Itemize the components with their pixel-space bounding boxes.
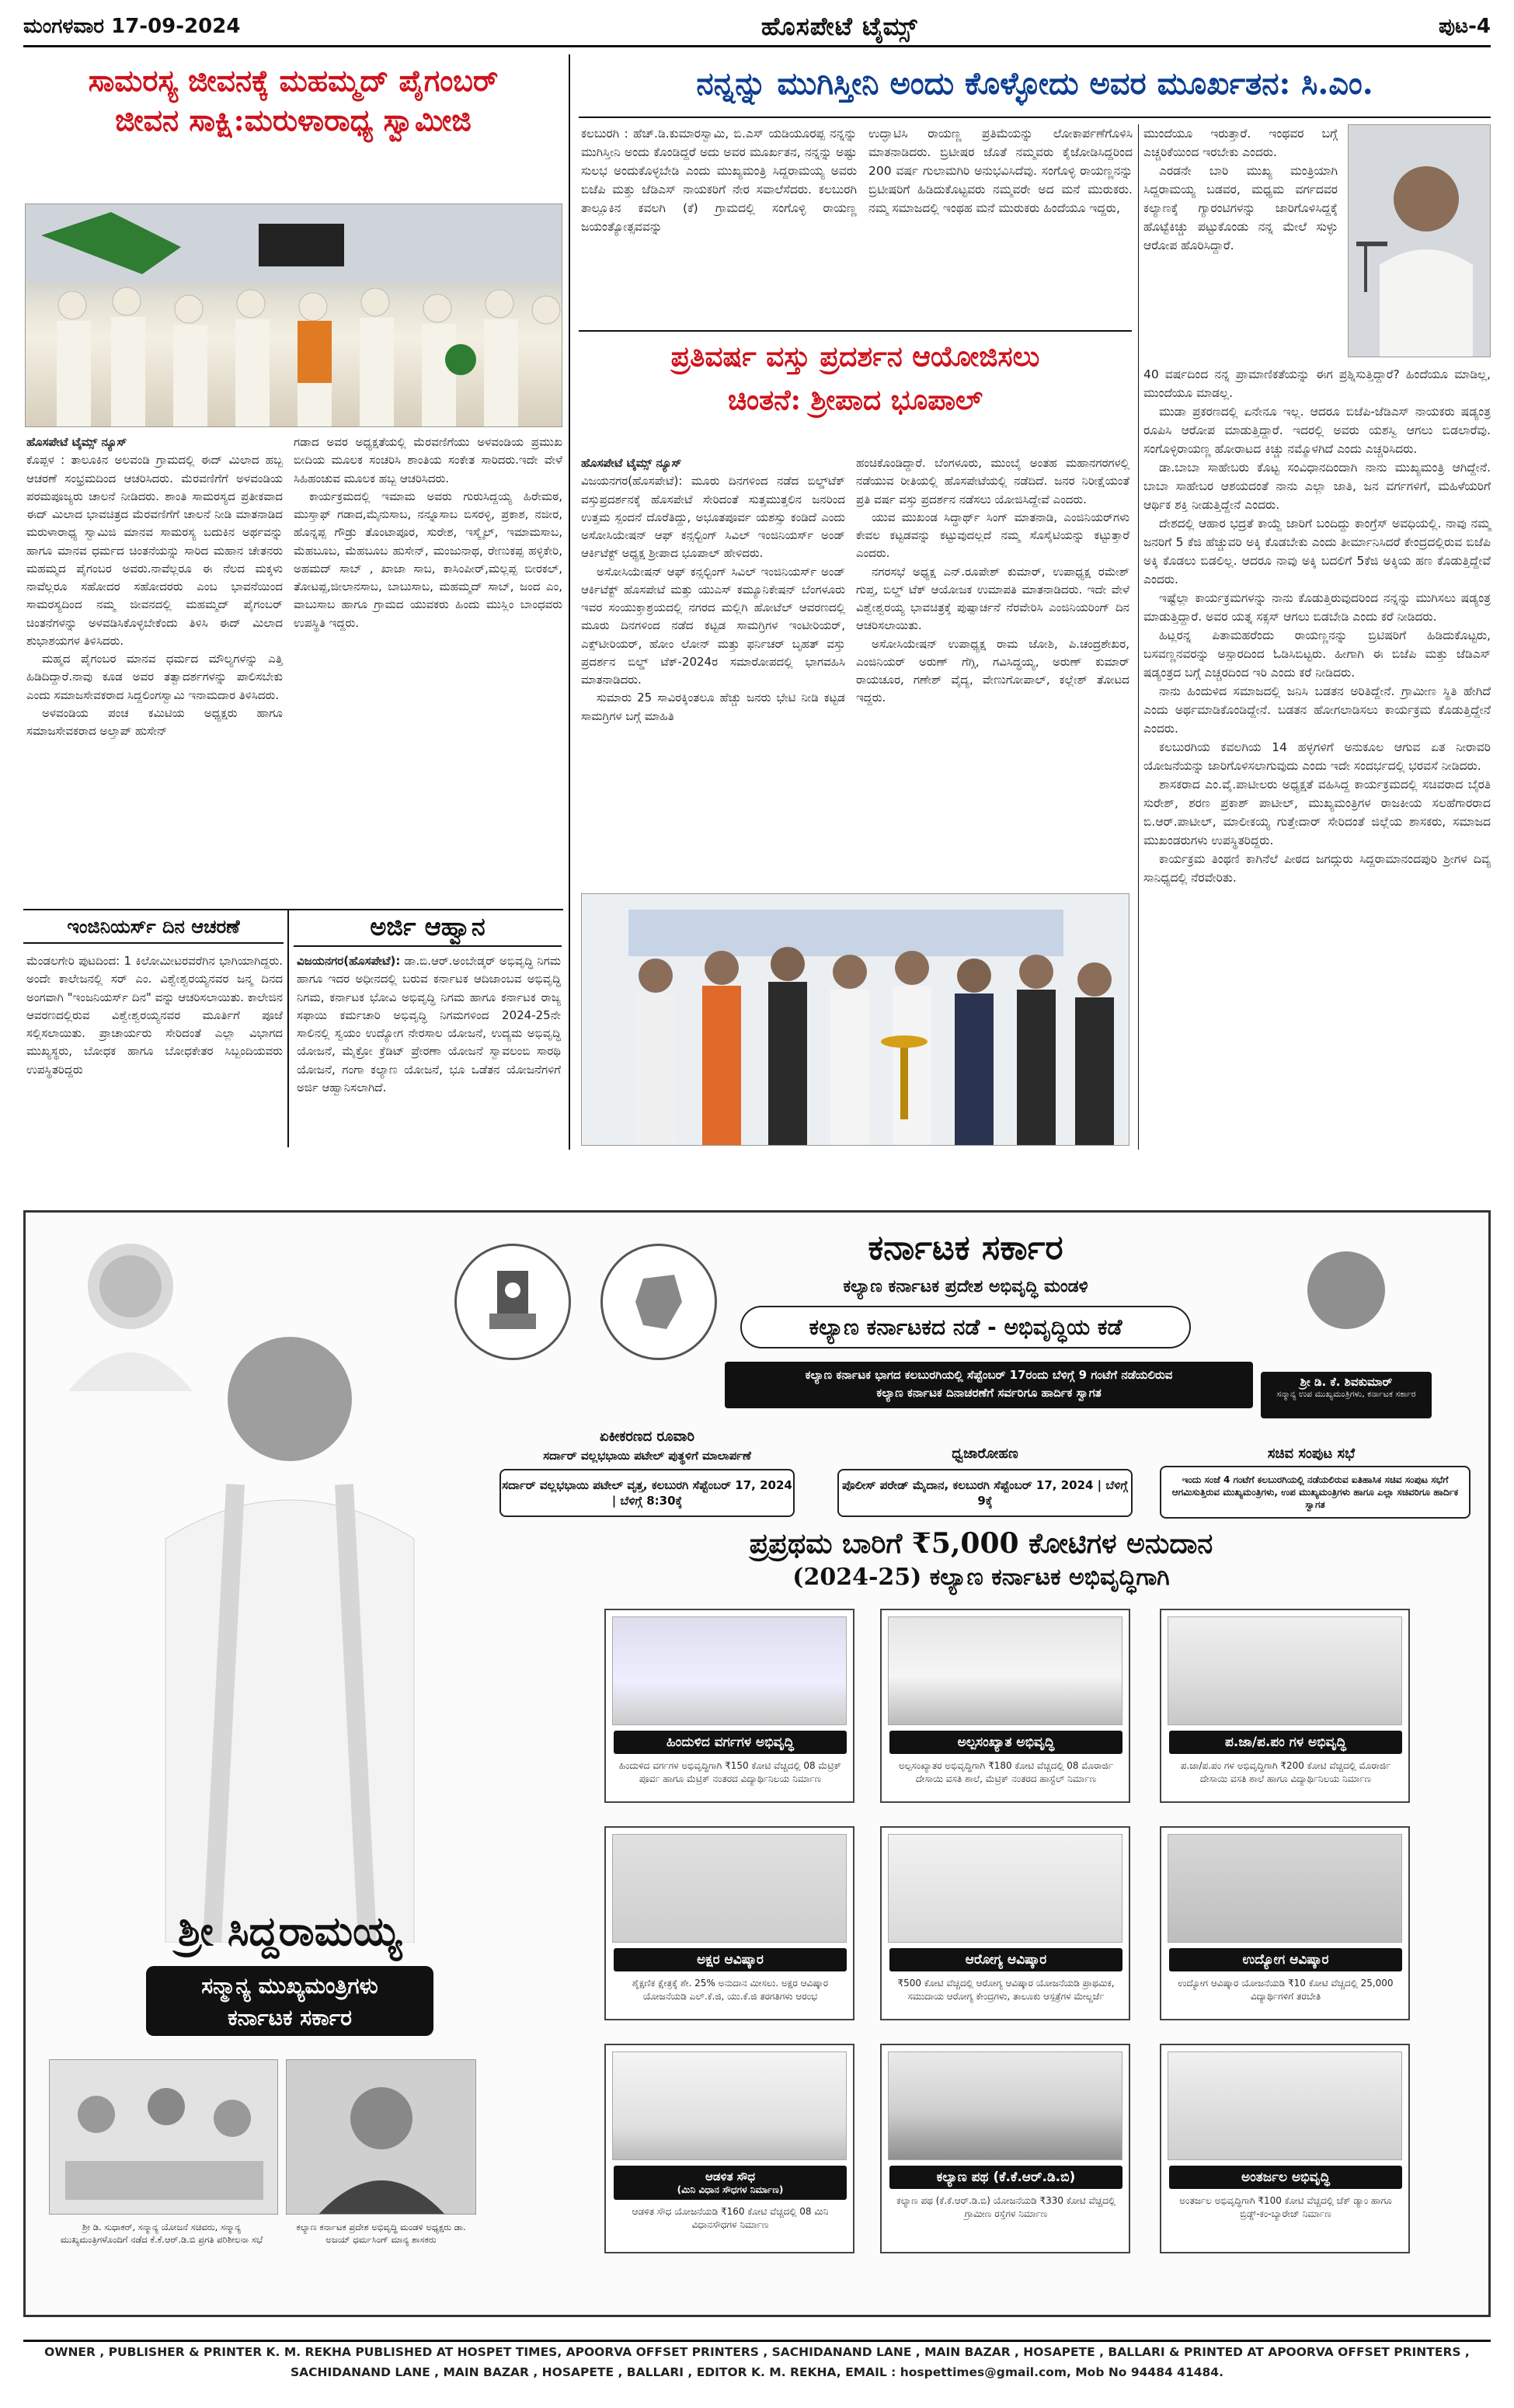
ad-invitation-banner bbox=[725, 1362, 1253, 1408]
tile-kalyana-patha bbox=[880, 2044, 1130, 2253]
tile-label: ಉದ್ಯೋಗ ಆವಿಷ್ಕಾರ bbox=[1169, 1948, 1402, 1971]
engineers-body: ಮೆಂಡಲಗೇರಿ ಪುಟದಿಂದ: 1 ಕಿಲೋಮೀಟರವರೆಗಿನ ಭಾಗಿಯಾಗಿದ್ದರು. ಅಂದೇ ಕಾಲೇಜನಲ್ಲಿ ಸರ್ ಎಂ. ವಿಶ್ವೇಶ್ವರಯ್ಯನವರ ಜನ್ಮ ದಿನದ ಅಂಗವಾಗಿ "ಇಂಜನಿಯರ್ಸ್ ದಿನ" ವನ್ನು ಆಚರಿಸಲಾಯಿತು. ಕಾಲೇಜಿನ ಆವರಣದಲ್ಲಿರುವ ವಿಶ್ವೇಶ್ವರಯ್ಯನವರ ಮೂರ್ತಿಗೆ ಪೂಜೆ ಸಲ್ಲಿಸಲಾಯಿತು. ಪ್ರಾಚಾರ್ಯರು ಸೇರಿದಂತೆ ಎಲ್ಲಾ ವಿಭಾಗದ ಮುಖ್ಯಸ್ಥರು, ಬೋಧಕ ಹಾಗೂ ಬೋಧಕೇತರ ಸಿಬ್ಬಂದಿಯವರು ಉಪಸ್ಥಿತರಿದ್ದರು bbox=[26, 954, 283, 1077]
story2-col-divider bbox=[1138, 124, 1139, 1150]
story1-headline-line1: ಸಾಮರಸ್ಯ ಜೀವನಕ್ಕೆ ಮಹಮ್ಮದ್ ಪೈಗಂಬರ್ bbox=[88, 63, 499, 98]
tile-label: ಆರೋಗ್ಯ ಆವಿಷ್ಕಾರ bbox=[889, 1948, 1122, 1971]
ad-slogan: ಕಲ್ಯಾಣ ಕರ್ನಾಟಕದ ನಡೆ - ಅಭಿವೃದ್ಧಿಯ ಕಡೆ bbox=[740, 1306, 1191, 1348]
hostel-building-icon bbox=[612, 1616, 847, 1725]
tile-label-line2: (ಮಿನಿ ವಿಧಾನ ಸೌಧಗಳ ನಿರ್ಮಾಣ) bbox=[677, 2184, 784, 2195]
story1-para-1: ಕೊಪ್ಪಳ : ತಾಲೂಕಿನ ಅಲವಂಡಿ ಗ್ರಾಮದಲ್ಲಿ ಈದ್ ಮಿಲಾದ ಹಬ್ಬ ಆಚರಣೆ ಸಂಭ್ರಮದಿಂದ ಆಚರಿಸಿದರು. ಮೆರವಣಿಗೆಗೆ ಅಳವಂಡಿಯ ಪರಮಪೂಜ್ಯರು ಚಾಲನೆ ನೀಡಿದರು. ಶಾಂತಿ ಸಾಮರಸ್ಯದ ಪ್ರತೀಕವಾದ ಈದ್ ಮಿಲಾದ ಭಾವಚಿತ್ರದ ಮೆರವಣಿಗೆಗೆ ಚಾಲನೆ ನೀಡಿ ಮಾತನಾಡಿದ ಮರುಳಾರಾಧ್ಯ ಸ್ವಾಮಿಜಿ ಮಾನವ ಸಾಮರಸ್ಯ ಬದುಕಿನ ಅರ್ಥವನ್ನು ಹಾಗೂ ಮಾನವ ಧರ್ಮದ ಚಿಂತನೆಯನ್ನು ಸಾರಿದ ಮಹಾನ ಚೇತನರು ಮಹಮ್ಮದ ಪೈಗಂಬರ ಅವರು.ನಾವೆಲ್ಲರೂ ಈ ನೆಲದ ಮಕ್ಕಳು ನಾವೆಲ್ಲರೂ ಸಹೋದರ ಸಹೋದರರು ಎಂಬ ಭಾವನೆಯಿಂದ ಸಾಮರಸ್ಯದಿಂದ ನಮ್ಮ ಜೀವನದಲ್ಲಿ ಮಹಮ್ಮದ್ ಪೈಗಂಬರ್ ಚಿಂತನೆಗಳನ್ನು ಅಳವಡಿಸಿಕೊಳ್ಳಬೇಕೆಂದು ತಿಳಿಸಿ ಈದ್ ಮಿಲಾದ ಶುಭಾಶಯಗಳ ತಿಳಿಸಿದರು. bbox=[26, 453, 283, 648]
story1-photo bbox=[25, 204, 562, 427]
government-advertisement bbox=[23, 1210, 1491, 2317]
cm-portrait-illustration bbox=[1349, 125, 1491, 357]
story3-headline bbox=[579, 336, 1132, 423]
caption-right: ಕಲ್ಯಾಣ ಕರ್ನಾಟಕ ಪ್ರದೇಶ ಅಭಿವೃದ್ಧಿ ಮಂಡಳಿ ಅಧ್ಯಕ್ಷರು ಡಾ. ಅಜಯ್ ಧರ್ಮಸಿಂಗ್ ಮಾನ್ಯ ಶಾಸಕರು bbox=[296, 2222, 466, 2246]
story2-headline: ನನ್ನನ್ನು ಮುಗಿಸ್ತೀನಿ ಅಂದು ಕೊಳ್ಳೋದು ಅವರ ಮೂರ್ಖತನ: ಸಿ.ಎಂ. bbox=[696, 65, 1373, 102]
kkrdb-logo-icon bbox=[600, 1244, 717, 1360]
story2-para-1: ಮುಂದೆಯೂ ಇರುತ್ತಾರೆ. ಇಂಥವರ ಬಗ್ಗೆ ಎಚ್ಚರಿಕೆಯಿಂದ ಇರಬೇಕು ಎಂದರು. bbox=[1143, 127, 1338, 160]
story3-dateline: ಹೊಸಪೇಟೆ ಟೈಮ್ಸ್ ನ್ಯೂಸ್ bbox=[581, 456, 682, 470]
masthead: ಹೊಸಪೇಟೆ ಟೈಮ್ಸ್ bbox=[760, 11, 918, 41]
story2-para-10: ಕಲಬುರಗಿಯ ಕವಲಗಿಯ 14 ಹಳ್ಳಗಳಿಗೆ ಅನುಕೂಲ ಆಗುವ ಏತ ನೀರಾವರಿ ಯೋಜನೆಯನ್ನು ಜಾರಿಗೊಳಿಸಲಾಗುವುದು ಎಂದು ಇದೇ ಸಂದರ್ಭದಲ್ಲಿ ಭರವಸೆ ನೀಡಿದರು. bbox=[1143, 740, 1491, 774]
story2-para-5: ಡಾ.ಬಾಬಾ ಸಾಹೇಬರು ಕೊಟ್ಟ ಸಂವಿಧಾನದಿಂದಾಗಿ ನಾನು ಮುಖ್ಯಮಂತ್ರಿ ಆಗಿದ್ದೇನೆ. ಬಾಬಾ ಸಾಹೇಬರ ಆಶಯದಂತೆ ನಾನು ಎಲ್ಲಾ ಜಾತಿ, ಜನ ವರ್ಗಗಳಿಗೆ, ಮಹಿಳೆಯರಿಗೆ ಆರ್ಥಿಕ ಶಕ್ತಿ ನೀಡುತ್ತಿದ್ದೇನೆ ಎಂದರು. bbox=[1143, 461, 1491, 513]
story1-column-1 bbox=[26, 433, 283, 740]
column-divider bbox=[569, 54, 570, 1150]
story2-para-6: ದೇಶದಲ್ಲಿ ಆಹಾರ ಭದ್ರತೆ ಕಾಯ್ದೆ ಜಾರಿಗೆ ಬಂದಿದ್ದು ಕಾಂಗ್ರೆಸ್ ಅವಧಿಯಲ್ಲಿ. ನಾವು ನಮ್ಮ ಜನರಿಗೆ 5 ಕೆಜಿ ಹೆಚ್ಚುವರಿ ಅಕ್ಕಿ ಕೊಡಬೇಕು ಎಂದು ತೀರ್ಮಾನಿಸಿದರೆ ಕೇಂದ್ರದಲ್ಲಿರುವ ಬಿಜೆಪಿ ಅಕ್ಕಿ ಕೊಡಲು ಬಿಡಲಿಲ್ಲ. ಆದರೂ ನಾವು ಅಕ್ಕಿ ಬದಲಿಗೆ 5ಕೆಜಿ ಅಕ್ಕಿಯ ಹಣ ಕೊಡುತ್ತಿದ್ದೇವೆ ಎಂದರು. bbox=[1143, 517, 1491, 587]
tile-description: ಅಲ್ಪಸಂಖ್ಯಾತರ ಅಭಿವೃದ್ಧಿಗಾಗಿ ₹180 ಕೋಟಿ ವೆಚ್ಚದಲ್ಲಿ 08 ಮೊರಾರ್ಜಿ ದೇಸಾಯಿ ವಸತಿ ಶಾಲೆ, ಮೆಟ್ರಿಕ್ ನಂತರದ ಹಾಸ್ಟೆಲ್ ನಿರ್ಮಾಣ bbox=[898, 1760, 1114, 1785]
story3-para-2: ಅಸೋಸಿಯೇಷನ್ ಆಫ್ ಕನ್ಸಲ್ಟಿಂಗ್ ಸಿವಿಲ್ ಇಂಜಿನಿಯರ್ಸ್ ಅಂಡ್ ಆರ್ಕಿಟೆಕ್ಟ್ ಹೊಸಪೇಟೆ ಮತ್ತು ಯುಎಸ್ ಕಮ್ಯೂನಿಕೇಷನ್ ಬೆಂಗಳೂರು ಇವರ ಸಂಯುಕ್ತಾಶ್ರಯದಲ್ಲಿ ನಗರದ ಮಲ್ಲಿಗಿ ಹೋಟೆಲ್ ಆವರಣದಲ್ಲಿ ಮೂರು ದಿನಗಳಿಂದ ನಡೆದ ಕಟ್ಟಡ ಸಾಮಗ್ರಿಗಳ ಇಂಟೀರಿಯರ್, ಎಕ್ಸ್‌ಟೀರಿಯರ್, ಹೋಂ ಲೋನ್ ಮತ್ತು ಫರ್ನಿಚರ್ ಬೃಹತ್ ವಸ್ತು ಪ್ರದರ್ಶನ ಬಿಲ್ಡ್ ಟೆಕ್-2024ರ ಸಮಾರೋಪದಲ್ಲಿ ಭಾಗವಹಿಸಿ ಮಾತನಾಡಿದರು. bbox=[581, 564, 845, 687]
tile-label: ಅಲ್ಪಸಂಖ್ಯಾತ ಅಭಿವೃದ್ಧಿ bbox=[889, 1731, 1122, 1754]
story2-para-2: ಎರಡನೇ ಬಾರಿ ಮುಖ್ಯ ಮಂತ್ರಿಯಾಗಿ ಸಿದ್ದರಾಮಯ್ಯ ಬಡವರ, ಮಧ್ಯಮ ವರ್ಗದವರ ಕಲ್ಯಾಣಕ್ಕೆ ಗ್ಯಾರಂಟಿಗಳನ್ನು ಜಾರಿಗೊಳಿಸಿದ್ದಕ್ಕೆ ಹೊಟ್ಟೆಕಿಚ್ಚು ಪಟ್ಟುಕೊಂಡು ನನ್ನ ಮೇಲೆ ಸುಳ್ಳು ಆರೋಪ ಹೊರಿಸಿದ್ದಾರೆ. bbox=[1143, 164, 1338, 253]
story1-column-2 bbox=[294, 433, 562, 632]
tile-udyoga bbox=[1160, 1826, 1410, 2020]
story2-para-3: 40 ವರ್ಷದಿಂದ ನನ್ನ ಪ್ರಾಮಾಣಿಕತೆಯನ್ನು ಈಗ ಪ್ರಶ್ನಿಸುತ್ತಿದ್ದಾರೆ? ಹಿಂದೆಯೂ ಮಾಡಿಲ್ಲ, ಮುಂದೆಯೂ ಮಾಡಲ್ಲ. bbox=[1143, 367, 1491, 401]
tile-description: ಆಡಳಿತ ಸೌಧ ಯೋಜನೆಯಡಿ ₹160 ಕೋಟಿ ವೆಚ್ಚದಲ್ಲಿ 08 ಮಿನಿ ವಿಧಾನಸೌಧಗಳ ನಿರ್ಮಾಣ bbox=[632, 2206, 829, 2231]
story3-headline-line2: ಚಿಂತನೆ: ಶ್ರೀಪಾದ ಭೂಪಾಲ್ bbox=[727, 383, 983, 416]
story3-para-4: ಹಂಚಿಕೊಂಡಿದ್ದಾರೆ. ಬೆಂಗಳೂರು, ಮುಂಬೈ ಅಂತಹ ಮಹಾನಗರಗಳಲ್ಲಿ ನಡೆಯುವ ರೀತಿಯಲ್ಲಿ ಹೊಸಪೇಟೆಯಲ್ಲಿ ನಡೆದಿದೆ. ಜನರ ನಿರೀಕ್ಷೆಯಂತೆ ಪ್ರತಿ ವರ್ಷ ವಸ್ತು ಪ್ರದರ್ಶನ ನಡೆಸಲು ಯೋಜಿಸಿದ್ದೇವೆ ಎಂದರು. bbox=[856, 456, 1129, 506]
dk-shivakumar-caption bbox=[1261, 1372, 1432, 1418]
story3-top-rule bbox=[579, 330, 1132, 332]
cm-figure bbox=[142, 1306, 437, 1943]
imprint-footer bbox=[23, 2340, 1491, 2394]
school-building-icon bbox=[888, 1616, 1122, 1725]
story3-column-1 bbox=[581, 454, 845, 726]
tile-sc-st bbox=[1160, 1609, 1410, 1803]
lamp-lighting-photo-illustration bbox=[582, 894, 1129, 1146]
story1-para-5: ಕಾರ್ಯಕ್ರಮದಲ್ಲಿ ಇಮಾಮ ಅವರು ಗುರುಸಿದ್ದಯ್ಯ ಹಿರೇಮಠ, ಮುಸ್ತಾಫ್ ಗಡಾದ,ಮೈನುಸಾಬ, ನನ್ನೂಸಾಬ ಬಿಸರಳ್ಳಿ, ಪ್ರಕಾಶ, ನಜೀರ, ಹೊನ್ನಪ್ಪ ಗೌಡ್ರು ತೊಂಟಾಪೂರ, ಸುರೇಶ, ಇಸ್ಮೈಲ್, ಇಮಾಮಸಾಬ, ಮೆಹಬೂಬ, ಮೆಹಬೂಬ ಹುಸೇನ್, ಮಂಜುನಾಥ, ರೇಣುಕಪ್ಪ ಹಳ್ಳಿಕೇರಿ, ಅಹಮದ್ ಸಾಬ್ , ಖಾಜಾ ಸಾಬ, ಕಾಸಿಂಪೀರ್,ಮಲ್ಲಪ್ಪ ಬೀರಕಲ್, ತೋಟಪ್ಪ,ಜೀಲಾನಸಾಬ, ಬಾಬುಸಾಬ, ಮಹಮ್ಮದ್ ಸಾಬ್, ಜಂದ ಎಂ, ವಾಬುಸಾಬ ಹಾಗೂ ಗ್ರಾಮದ ಯುವಕರು ಹಿಂದು ಮುಸ್ಲಿಂ ಬಾಂಧವರು ಉಪಸ್ಥಿತಿ ಇದ್ದರು. bbox=[294, 489, 562, 630]
box-vertical-divider bbox=[287, 910, 289, 1147]
story1-para-3: ಅಳವಂಡಿಯ ಪಂಚ ಕಮಿಟಿಯ ಅಧ್ಯಕ್ಷರು ಹಾಗೂ ಸಮಾಜಸೇವಕರಾದ ಅಲ್ತಾಪ್ ಹುಸೇನ್ bbox=[26, 705, 283, 738]
ad-board-name: ಕಲ್ಯಾಣ ಕರ್ನಾಟಕ ಪ್ರದೇಶ ಅಭಿವೃದ್ಧಿ ಮಂಡಳಿ bbox=[843, 1276, 1088, 1296]
tile-description: ₹500 ಕೋಟಿ ವೆಚ್ಚದಲ್ಲಿ ಆರೋಗ್ಯ ಆವಿಷ್ಕಾರ ಯೋಜನೆಯಡಿ ಪ್ರಾಥಮಿಕ, ಸಮುದಾಯ ಆರೋಗ್ಯ ಕೇಂದ್ರಗಳು, ತಾಲೂಕು ಆಸ್ಪತ್ರೆಗಳ ಮೇಲ್ದರ್ಜೆ bbox=[897, 1978, 1115, 2003]
event3-box: ಇಂದು ಸಂಜೆ 4 ಗಂಟೆಗೆ ಕಲಬುರಗಿಯಲ್ಲಿ ನಡೆಯಲಿರುವ ಐತಿಹಾಸಿಕ ಸಚಿವ ಸಂಪುಟ ಸಭೆಗೆ ಆಗಮಿಸುತ್ತಿರುವ ಮುಖ್ಯಮಂತ್ರಿಗಳು, ಉಪ ಮುಖ್ಯಮಂತ್ರಿಗಳು ಹಾಗೂ ಎಲ್ಲಾ ಸಚಿವರಿಗೂ ಹಾರ್ದಿಕ ಸ್ವಾಗತ bbox=[1160, 1466, 1470, 1519]
story3-photo bbox=[581, 893, 1129, 1146]
tile-description: ಹಿಂದುಳಿದ ವರ್ಗಗಳ ಅಭಿವೃದ್ಧಿಗಾಗಿ ₹150 ಕೋಟಿ ವೆಚ್ಚದಲ್ಲಿ 08 ಮೆಟ್ರಿಕ್ ಪೂರ್ವ ಹಾಗೂ ಮೆಟ್ರಿಕ್ ನಂತರದ ವಿದ್ಯಾರ್ಥಿನಿಲಯ ನಿರ್ಮಾಣ bbox=[619, 1760, 841, 1785]
story2-column-3 bbox=[1143, 365, 1491, 887]
story3-column-2 bbox=[856, 454, 1129, 708]
tile-label: ಅಂತರ್ಜಲ ಅಭಿವೃದ್ಧಿ bbox=[1169, 2166, 1402, 2189]
arji-column bbox=[297, 952, 561, 1097]
arji-dateline: ವಿಜಯನಗರ(ಹೊಸಪೇಟೆ): bbox=[297, 954, 401, 968]
event1-box: ಸರ್ದಾರ್ ವಲ್ಲಭಭಾಯಿ ಪಟೇಲ್ ವೃತ್ತ, ಕಲಬುರಗಿ ಸೆಪ್ಟೆಂಬರ್ 17, 2024 | ಬೆಳಿಗ್ಗೆ 8:30ಕ್ಕೆ bbox=[499, 1469, 795, 1517]
story2-rule bbox=[579, 117, 1491, 118]
imprint-line2: SACHIDANAND LANE , MAIN BAZAR , HOSAPETE , BALLARI , EDITOR K. M. REKHA, EMAIL : hospettimes@gmail.com, Mob No 94484 41484. bbox=[291, 2365, 1223, 2380]
tile-akshara bbox=[604, 1826, 854, 2020]
story2-para-12: ಕಾರ್ಯಕ್ರಮ ತಿಂಥಣಿ ಕಾಗಿನೆಲೆ ಪೀಠದ ಜಗದ್ಗುರು ಸಿದ್ದರಾಮಾನಂದಪುರಿ ಶ್ರೀಗಳ ದಿವ್ಯ ಸಾನಿಧ್ಯದಲ್ಲಿ ನೆರವೇರಿತು. bbox=[1143, 852, 1491, 886]
story2-para-4: ಮುಡಾ ಪ್ರಕರಣದಲ್ಲಿ ಏನೇನೂ ಇಲ್ಲ. ಆದರೂ ಬಿಜೆಪಿ-ಜೆಡಿಎಸ್ ನಾಯಕರು ಷಡ್ಯಂತ್ರ ರೂಪಿಸಿ ಆರೋಪ ಮಾಡುತ್ತಿದ್ದಾರೆ. ಇದರಲ್ಲಿ ಅವರು ಯಶಸ್ವಿ ಆಗಲು ಬಿಡಲಾರೆವು. ಸಂಗೊಳ್ಳಿರಾಯಣ್ಣ ಹೋರಾಟದ ಕಿಚ್ಚು ನಮ್ಮೊಳಗಿದೆ ಎಂದು ಎಚ್ಚರಿಸಿದರು. bbox=[1143, 405, 1491, 457]
story2-para-7: ಇಷ್ಟೆಲ್ಲಾ ಕಾರ್ಯಕ್ರಮಗಳನ್ನು ನಾನು ಕೊಡುತ್ತಿರುವುದರಿಂದ ನನ್ನನ್ನು ಮುಗಿಸಲು ಷಡ್ಯಂತ್ರ ಮಾಡುತ್ತಿದ್ದಾರೆ. ಅವರ ಯತ್ನ ಸಕ್ಸಸ್ ಆಗಲು ಬಿಡಬೇಡಿ ಎಂದು ಕರೆ ನೀಡಿದರು. bbox=[1143, 591, 1491, 625]
story3-para-7: ಅಸೋಸಿಯೇಷನ್ ಉಪಾಧ್ಯಕ್ಷ ರಾಮ ಜೋಶಿ, ಪಿ.ಚಂದ್ರಶೇಖರ, ಎಂಜಿನಿಯರ್ ಅರುಣ್ ಗೆಗ್ಗಿ, ಗವಿಸಿದ್ಧಯ್ಯ, ಅರುಣ್ ಕುಮಾರ್ ರಾಯಚೂರ, ಗಣೇಶ್ ವೈದ್ಯ, ವೇಣುಗೋಪಾಲ್, ಕಲ್ಲೇಶ್ ತೋಟದ ಇದ್ದರು. bbox=[856, 636, 1129, 705]
tile-minority bbox=[880, 1609, 1130, 1803]
arji-body: ಡಾ.ಬಿ.ಆರ್.ಅಂಬೇಡ್ಕರ್ ಅಭಿವೃದ್ಧಿ ನಿಗಮ ಹಾಗೂ ಇದರ ಅಧೀನದಲ್ಲಿ ಬರುವ ಕರ್ನಾಟಕ ಆದಿಜಾಂಬವ ಅಭಿವೃದ್ಧಿ ನಿಗಮ, ಕರ್ನಾಟಕ ಭೋವಿ ಅಭಿವೃದ್ಧಿ ನಿಗಮ ಹಾಗೂ ಕರ್ನಾಟಕ ರಾಜ್ಯ ಸಫಾಯಿ ಕರ್ಮಚಾರಿ ಅಭಿವೃದ್ಧಿ ನಿಗಮಗಳಿಂದ 2024-25ನೇ ಸಾಲಿನಲ್ಲಿ ಸ್ವಯಂ ಉದ್ಯೋಗ ನೇರಸಾಲ ಯೋಜನೆ, ಉದ್ಯಮ ಅಭಿವೃದ್ಧಿ ಯೋಜನೆ, ಮೈಕ್ರೋ ಕ್ರೆಡಿಟ್ ಪ್ರೇರಣಾ ಯೋಜನೆ ಸ್ವಾವಲಂಬಿ ಸಾರಥಿ ಯೋಜನೆ, ಗಂಗಾ ಕಲ್ಯಾಣ ಯೋಜನೆ, ಭೂ ಒಡೆತನ ಯೋಜನೆಗಳಿಗೆ ಅರ್ಜಿ ಆಹ್ವಾನಿಸಲಾಗಿದೆ. bbox=[297, 954, 561, 1094]
tile-label: ಅಕ್ಷರ ಆವಿಷ್ಕಾರ bbox=[614, 1948, 847, 1971]
story1-para-2: ಮಹ್ಮದ ಪೈಗಂಬರ ಮಾನವ ಧರ್ಮದ ಮೌಲ್ಯಗಳನ್ನು ಎತ್ತಿ ಹಿಡಿದಿದ್ದಾರೆ.ನಾವು ಕೂಡ ಅವರ ತತ್ವಾದರ್ಶಗಳನ್ನು ಪಾಲಿಸಬೇಕು ಎಂದು ಸಮಾಜಸೇವಕರಾದ ಸಿದ್ದಲಿಂಗಸ್ವಾಮಿ ಇನಾಮದಾರ ತಿಳಿಸಿದರು. bbox=[26, 652, 283, 702]
dk-shivakumar-name: ಶ್ರೀ ಡಿ. ಕೆ. ಶಿವಕುಮಾರ್ bbox=[1300, 1375, 1393, 1389]
check-dam-icon bbox=[1168, 2051, 1402, 2160]
cm-speaking-photo bbox=[1348, 124, 1491, 357]
residential-school-icon bbox=[1168, 1616, 1402, 1725]
karnataka-emblem-icon bbox=[454, 1244, 571, 1360]
cm-name: ಶ್ರೀ ಸಿದ್ದರಾಮಯ್ಯ bbox=[178, 1908, 402, 1955]
procession-photo-illustration bbox=[26, 204, 562, 427]
page-header bbox=[23, 11, 1491, 42]
story1-headline-line2: ಜೀವನ ಸಾಕ್ಷಿ:ಮರುಳಾರಾಧ್ಯ ಸ್ವಾಮೀಜಿ bbox=[115, 103, 472, 138]
grant-headline: ಪ್ರಪ್ರಥಮ ಬಾರಿಗೆ ₹5,000 ಕೋಟಿಗಳ ಅನುದಾನ bbox=[749, 1527, 1213, 1560]
story2-para-9: ನಾನು ಹಿಂದುಳಿದ ಸಮಾಜದಲ್ಲಿ ಜನಿಸಿ ಬಡತನ ಅರಿತಿದ್ದೇನೆ. ಗ್ರಾಮೀಣ ಸ್ಥಿತಿ ಹೇಗಿದೆ ಎಂದು ಅರ್ಥಮಾಡಿಕೊಂಡಿದ್ದೇನೆ. ಬಡತನ ಹೋಗಲಾಡಿಸಲು ಕಾರ್ಯಕ್ರಮ ಕೊಡುತ್ತಿದ್ದೇನೆ ಎಂದರು. bbox=[1143, 684, 1491, 736]
story3-para-3: ಸುಮಾರು 25 ಸಾವಿರಕ್ಕಿಂತಲೂ ಹೆಚ್ಚು ಜನರು ಭೇಟಿ ನೀಡಿ ಕಟ್ಟಡ ಸಾಮಗ್ರಿಗಳ ಬಗ್ಗೆ ಮಾಹಿತಿ bbox=[581, 691, 845, 723]
issue-date: ಮಂಗಳವಾರ 17-09-2024 bbox=[23, 14, 241, 38]
tile-backward-classes bbox=[604, 1609, 854, 1803]
ajay-singh-photo bbox=[286, 2059, 476, 2215]
cm-role-line1: ಸನ್ಮಾನ್ಯ ಮುಖ್ಯಮಂತ್ರಿಗಳು bbox=[201, 1973, 378, 1999]
story3-para-6: ನಗರಸಭೆ ಅಧ್ಯಕ್ಷ ಎನ್.ರೂಪೇಶ್ ಕುಮಾರ್, ಉಪಾಧ್ಯಕ್ಷ ರಮೇಶ್ ಗುಪ್ತ, ಬಿಲ್ಡ್ ಟೆಕ್ ಆಯೋಜಕ ಉಮಾಪತಿ ಮಾತನಾಡಿದರು. ಇದೇ ವೇಳೆ ವಿಶ್ವೇಶ್ವರಯ್ಯ ಭಾವಚಿತ್ರಕ್ಕೆ ಪುಷ್ಪಾರ್ಚನೆ ನೆರವೇರಿಸಿ ಎಂಜಿನಿಯರಿಂಗ್ ದಿನ ಆಚರಿಸಲಾಯಿತು. bbox=[856, 564, 1129, 633]
tile-label: ಹಿಂದುಳಿದ ವರ್ಗಗಳ ಅಭಿವೃದ್ಧಿ bbox=[614, 1731, 847, 1754]
story2-column-3-top bbox=[1143, 124, 1338, 255]
dk-shivakumar-role: ಸನ್ಮಾನ್ಯ ಉಪ ಮುಖ್ಯಮಂತ್ರಿಗಳು, ಕರ್ನಾಟಕ ಸರ್ಕಾರ bbox=[1276, 1389, 1416, 1399]
hospital-ward-icon bbox=[888, 1834, 1122, 1943]
mini-vidhana-soudha-icon bbox=[612, 2051, 847, 2160]
story1-para-4: ಗಡಾದ ಅವರ ಅಧ್ಯಕ್ಷತೆಯಲ್ಲಿ ಮೆರವಣಿಗೆಯು ಅಳವಂಡಿಯ ಪ್ರಮುಖ ಬೀದಿಯ ಮೂಲಕ ಸಂಚರಿಸಿ ಶಾಂತಿಯ ಸಂಕೇತ ಸಾರಿದರು.ಇದೇ ವೇಳೆ ಸಿಹಿಹಂಚುವ ಮೂಲಕ ಹಬ್ಬ ಆಚರಿಸಿದರು. bbox=[294, 435, 562, 485]
page-number: ಪುಟ-4 bbox=[1438, 14, 1491, 38]
tile-label-line1: ಆಡಳಿತ ಸೌಧ bbox=[705, 2170, 756, 2184]
tile-description: ಉದ್ಯೋಗ ಆವಿಷ್ಕಾರ ಯೋಜನೆಯಡಿ ₹10 ಕೋಟಿ ವೆಚ್ಚದಲ್ಲಿ 25,000 ವಿದ್ಯಾರ್ಥಿಗಳಿಗೆ ತರಬೇತಿ bbox=[1178, 1978, 1394, 2003]
ad-invitation-line2: ಕಲ್ಯಾಣ ಕರ್ನಾಟಕ ದಿನಾಚರಣೆಗೆ ಸರ್ವರಿಗೂ ಹಾರ್ದಿಕ ಸ್ವಾಗತ bbox=[876, 1386, 1102, 1401]
tile-adalita-soudha bbox=[604, 2044, 854, 2253]
story2-column-2: ಉದ್ಘಾಟಿಸಿ ರಾಯಣ್ಣ ಪ್ರತಿಮೆಯನ್ನು ಲೋಕಾರ್ಪಣೆಗೊಳಿಸಿ ಮಾತನಾಡಿದರು. ಬ್ರಿಟೀಷರ ಜೊತೆ ನಮ್ಮವರು ಕೈಜೋಡಿಸಿದ್ದರಿಂದ 200 ವರ್ಷ ಗುಲಾಮಗಿರಿ ಅನುಭವಿಸಿದೆವು. ಸಂಗೊಳ್ಳಿ ರಾಯಣ್ಣನನ್ನು ಬ್ರಿಟೀಷರಿಗೆ ಹಿಡಿದುಕೊಟ್ಟವರು ನಮ್ಮವರೇ ಅದ ಮನೆ ಮುರುಕರು. ನಮ್ಮ ಸಮಾಜದಲ್ಲಿ ಇಂಥಹ ಮನೆ ಮುರುಕರು ಹಿಂದೆಯೂ ಇದ್ದರು, bbox=[868, 127, 1133, 216]
cm-role-banner bbox=[146, 1966, 433, 2036]
event2-title: ಧ್ವಜಾರೋಹಣ bbox=[952, 1446, 1018, 1462]
tile-description: ಶೈಕ್ಷಣಿಕ ಕ್ಷೇತ್ರಕ್ಕೆ ಶೇ. 25% ಅನುದಾನ ಮೀಸಲು. ಅಕ್ಷರ ಆವಿಷ್ಕಾರ ಯೋಜನೆಯಡಿ ಎಲ್.ಕೆ.ಜಿ, ಯು.ಕೆ.ಜಿ ತರಗತಿಗಳು ಆರಂಭ bbox=[632, 1978, 829, 2003]
ad-gov-title: ಕರ್ನಾಟಕ ಸರ್ಕಾರ bbox=[868, 1228, 1063, 1268]
classroom-icon bbox=[612, 1834, 847, 1943]
review-meeting-photo bbox=[49, 2059, 278, 2215]
road-icon bbox=[888, 2051, 1122, 2160]
header-rule bbox=[23, 45, 1491, 47]
event2-box: ಪೊಲೀಸ್ ಪರೇಡ್ ಮೈದಾನ, ಕಲಬುರಗಿ ಸೆಪ್ಟೆಂಬರ್ 17, 2024 | ಬೆಳಿಗ್ಗೆ 9ಕ್ಕೆ bbox=[837, 1469, 1133, 1517]
event3-title: ಸಚಿವ ಸಂಪುಟ ಸಭೆ bbox=[1267, 1446, 1356, 1462]
story1-dateline: ಹೊಸಪೇಟೆ ಟೈಮ್ಸ್ ನ್ಯೂಸ್ bbox=[26, 435, 127, 449]
box-divider bbox=[23, 909, 563, 910]
tile-arogya bbox=[880, 1826, 1130, 2020]
ad-invitation-line1: ಕಲ್ಯಾಣ ಕರ್ನಾಟಕ ಭಾಗದ ಕಲಬುರಗಿಯಲ್ಲಿ ಸೆಪ್ಟೆಂಬರ್ 17ರಂದು ಬೆಳಿಗ್ಗೆ 9 ಗಂಟೆಗೆ ನಡೆಯಲಿರುವ bbox=[805, 1368, 1173, 1382]
tile-label bbox=[614, 2166, 847, 2200]
event1-subtitle: ಸರ್ದಾರ್ ವಲ್ಲಭಭಾಯಿ ಪಟೇಲ್ ಪುತ್ಥಳಿಗೆ ಮಾಲಾರ್ಪಣೆ bbox=[543, 1449, 751, 1463]
arji-title: ಅರ್ಜಿ ಆಹ್ವಾನ bbox=[294, 912, 562, 947]
event1-title: ಏಕೀಕರಣದ ರೂವಾರಿ bbox=[600, 1428, 694, 1445]
tile-description: ಅಂತರ್ಜಲ ಅಭಿವೃದ್ಧಿಗಾಗಿ ₹100 ಕೋಟಿ ವೆಚ್ಚದಲ್ಲಿ ಚೆಕ್ ಡ್ಯಾಂ ಹಾಗೂ ಬ್ರಿಡ್ಜ್-ಕಂ-ಬ್ಯಾರೇಜ್ ನಿರ್ಮಾಣ bbox=[1179, 2195, 1392, 2220]
story3-headline-line1: ಪ್ರತಿವರ್ಷ ವಸ್ತು ಪ್ರದರ್ಶನ ಆಯೋಜಿಸಲು bbox=[670, 340, 1040, 373]
tile-label: ಪ.ಜಾ/ಪ.ಪಂ ಗಳ ಅಭಿವೃದ್ಧಿ bbox=[1169, 1731, 1402, 1754]
tile-description: ಪ.ಜಾ/ಪ.ಪಂ ಗಳ ಅಭಿವೃದ್ಧಿಗಾಗಿ ₹200 ಕೋಟಿ ವೆಚ್ಚದಲ್ಲಿ ಮೊರಾರ್ಜಿ ದೇಸಾಯಿ ವಸತಿ ಶಾಲೆ ಹಾಗೂ ವಿದ್ಯಾರ್ಥಿನಿಲಯ ನಿರ್ಮಾಣ bbox=[1180, 1760, 1391, 1785]
story3-para-5: ಯುವ ಮುಖಂಡ ಸಿದ್ಧಾರ್ಥ್ ಸಿಂಗ್ ಮಾತನಾಡಿ, ಎಂಜಿನಿಯರ್‌ಗಳು ಕೇವಲ ಕಟ್ಟಡವನ್ನು ಕಟ್ಟುವುದಲ್ಲದೆ ನಮ್ಮ ಸೊಸೈಟಿಯನ್ನು ಕಟ್ಟುತ್ತಾರೆ ಎಂದರು. bbox=[856, 510, 1129, 561]
story2-para-8: ಹಿಟ್ಲರನ್ನ ಪಿತಾಮಹರೆಂದು ರಾಯಣ್ಣನನ್ನು ಬ್ರಿಟಿಷರಿಗೆ ಹಿಡಿದುಕೊಟ್ಟರು, ಬಸವಣ್ಣನವರನ್ನು ಅಸ್ಪಾರದಿಂದ ಓಡಿಸಿಬಿಟ್ಟರು. ಹೀಗಾಗಿ ಈ ಬಿಜೆಪಿ ಮತ್ತು ಜೆಡಿಎಸ್ ಷಡ್ಯಂತ್ರದ ಬಗ್ಗೆ ಎಚ್ಚರದಿಂದ ಇರಿ ಎಂದು ಕರೆ ನೀಡಿದರು. bbox=[1143, 628, 1491, 680]
cm-role-line2: ಕರ್ನಾಟಕ ಸರ್ಕಾರ bbox=[228, 2004, 352, 2030]
story2-para-11: ಶಾಸಕರಾದ ಎಂ.ವೈ.ಪಾಟೀಲರು ಅಧ್ಯಕ್ಷತೆ ವಹಿಸಿದ್ದ ಕಾರ್ಯಕ್ರಮದಲ್ಲಿ ಸಚಿವರಾದ ಬೈರತಿ ಸುರೇಶ್, ಶರಣ ಪ್ರಕಾಶ್ ಪಾಟೀಲ್, ಮುಖ್ಯಮಂತ್ರಿಗಳ ರಾಜಕೀಯ ಸಲಹೆಗಾರರಾದ ಬಿ.ಆರ್.ಪಾಟೀಲ್, ಮಾಲೀಕಯ್ಯ ಗುತ್ತೇದಾರ್ ಸೇರಿದಂತೆ ಜಿಲ್ಲೆಯ ಶಾಸಕರು, ಸಮಾಜದ ಮುಖಂಡರುಗಳು ಉಪಸ್ಥಿತರಿದ್ದರು. bbox=[1143, 778, 1491, 848]
caption-left: ಶ್ರೀ ಡಿ. ಸುಧಾಕರ್, ಸನ್ಮಾನ್ಯ ಯೋಜನೆ ಸಚಿವರು, ಸನ್ಮಾನ್ಯ ಮುಖ್ಯಮಂತ್ರಿಗಳೊಂದಿಗೆ ನಡೆದ ಕೆ.ಕೆ.ಆರ್.ಡಿ.ಬಿ ಪ್ರಗತಿ ಪರಿಶೀಲನಾ ಸಭೆ bbox=[60, 2222, 263, 2246]
engineers-title: ಇಂಜಿನಿಯರ್ಸ್ ದಿನ ಆಚರಣೆ bbox=[23, 915, 284, 944]
grant-subheadline: (2024-25) ಕಲ್ಯಾಣ ಕರ್ನಾಟಕ ಅಭಿವೃದ್ಧಿಗಾಗಿ bbox=[792, 1564, 1170, 1591]
tile-antarjala bbox=[1160, 2044, 1410, 2253]
story2-column-1: ಕಲಬುರಗಿ : ಹೆಚ್.ಡಿ.ಕುಮಾರಸ್ವಾಮಿ, ಬಿ.ಎಸ್ ಯಡಿಯೂರಪ್ಪ ನನ್ನನ್ನು ಮುಗಿಸ್ತೀನಿ ಅಂದು ಕೊಂಡಿದ್ದರೆ ಅದು ಅವರ ಮೂರ್ಖತನ, ನನ್ನನ್ನು ಅಷ್ಟು ಸುಲಭ ಅಂದುಕೊಳ್ಳಬೇಡಿ ಎಂದು ಮುಖ್ಯಮಂತ್ರಿ ಸಿದ್ದರಾಮಯ್ಯ ಅವರು ಬಿಜೆಪಿ ಮತ್ತು ಜೆಡಿಎಸ್ ನಾಯಕರಿಗೆ ನೇರ ಸವಾಲೆಸೆದರು. ಕಲಬುರಗಿ ತಾಲ್ಲೂಕಿನ ಕವಲಗಿ (ಕೆ) ಗ್ರಾಮದಲ್ಲಿ ಸಂಗೊಳ್ಳಿ ರಾಯಣ್ಣ ಜಯಂತ್ಯೋತ್ಸವವನ್ನು bbox=[581, 127, 857, 235]
tile-description: ಕಲ್ಯಾಣ ಪಥ (ಕೆ.ಕೆ.ಆರ್.ಡಿ.ಬಿ) ಯೋಜನೆಯಡಿ ₹330 ಕೋಟಿ ವೆಚ್ಚದಲ್ಲಿ ಗ್ರಾಮೀಣ ರಸ್ತೆಗಳ ನಿರ್ಮಾಣ bbox=[896, 2195, 1115, 2220]
tile-label: ಕಲ್ಯಾಣ ಪಥ (ಕೆ.ಕೆ.ಆರ್.ಡಿ.ಬಿ) bbox=[889, 2166, 1122, 2189]
workshop-training-icon bbox=[1168, 1834, 1402, 1943]
story1-headline bbox=[23, 61, 563, 141]
story3-para-1: ವಿಜಯನಗರ(ಹೊಸಪೇಟೆ): ಮೂರು ದಿನಗಳಿಂದ ನಡೆದ ಬಿಲ್ಡ್‌ಟೆಕ್ ವಸ್ತುಪ್ರದರ್ಶನಕ್ಕೆ ಹೊಸಪೇಟೆ ಸೇರಿದಂತೆ ಸುತ್ತಮುತ್ತಲಿನ ಜನರಿಂದ ಉತ್ತಮ ಸ್ಪಂದನೆ ದೊರೆತಿದ್ದು, ಅಭೂತಪೂರ್ವ ಯಶಸ್ಸು ಕಂಡಿದೆ ಎಂದು ಅಸೋಸಿಯೇಷನ್ ಆಫ್ ಕನ್ಸಲ್ಟಿಂಗ್ ಸಿವಿಲ್ ಇಂಜಿನಿಯರ್ಸ್ ಅಂಡ್ ಆರ್ಕಿಟೆಕ್ಟ್ ಅಧ್ಯಕ್ಷ ಶ್ರೀಪಾದ ಭೂಪಾಲ್ ಹೇಳಿದರು. bbox=[581, 474, 845, 561]
imprint-line1: OWNER , PUBLISHER & PRINTER K. M. REKHA PUBLISHED AT HOSPET TIMES, APOORVA OFFSET PRINTERS , SACHIDANAND LANE , MAIN BAZAR , HOSAPETE , BALLARI & PRINTED AT APOORVA OFFSET PRINTERS , bbox=[44, 2345, 1470, 2359]
